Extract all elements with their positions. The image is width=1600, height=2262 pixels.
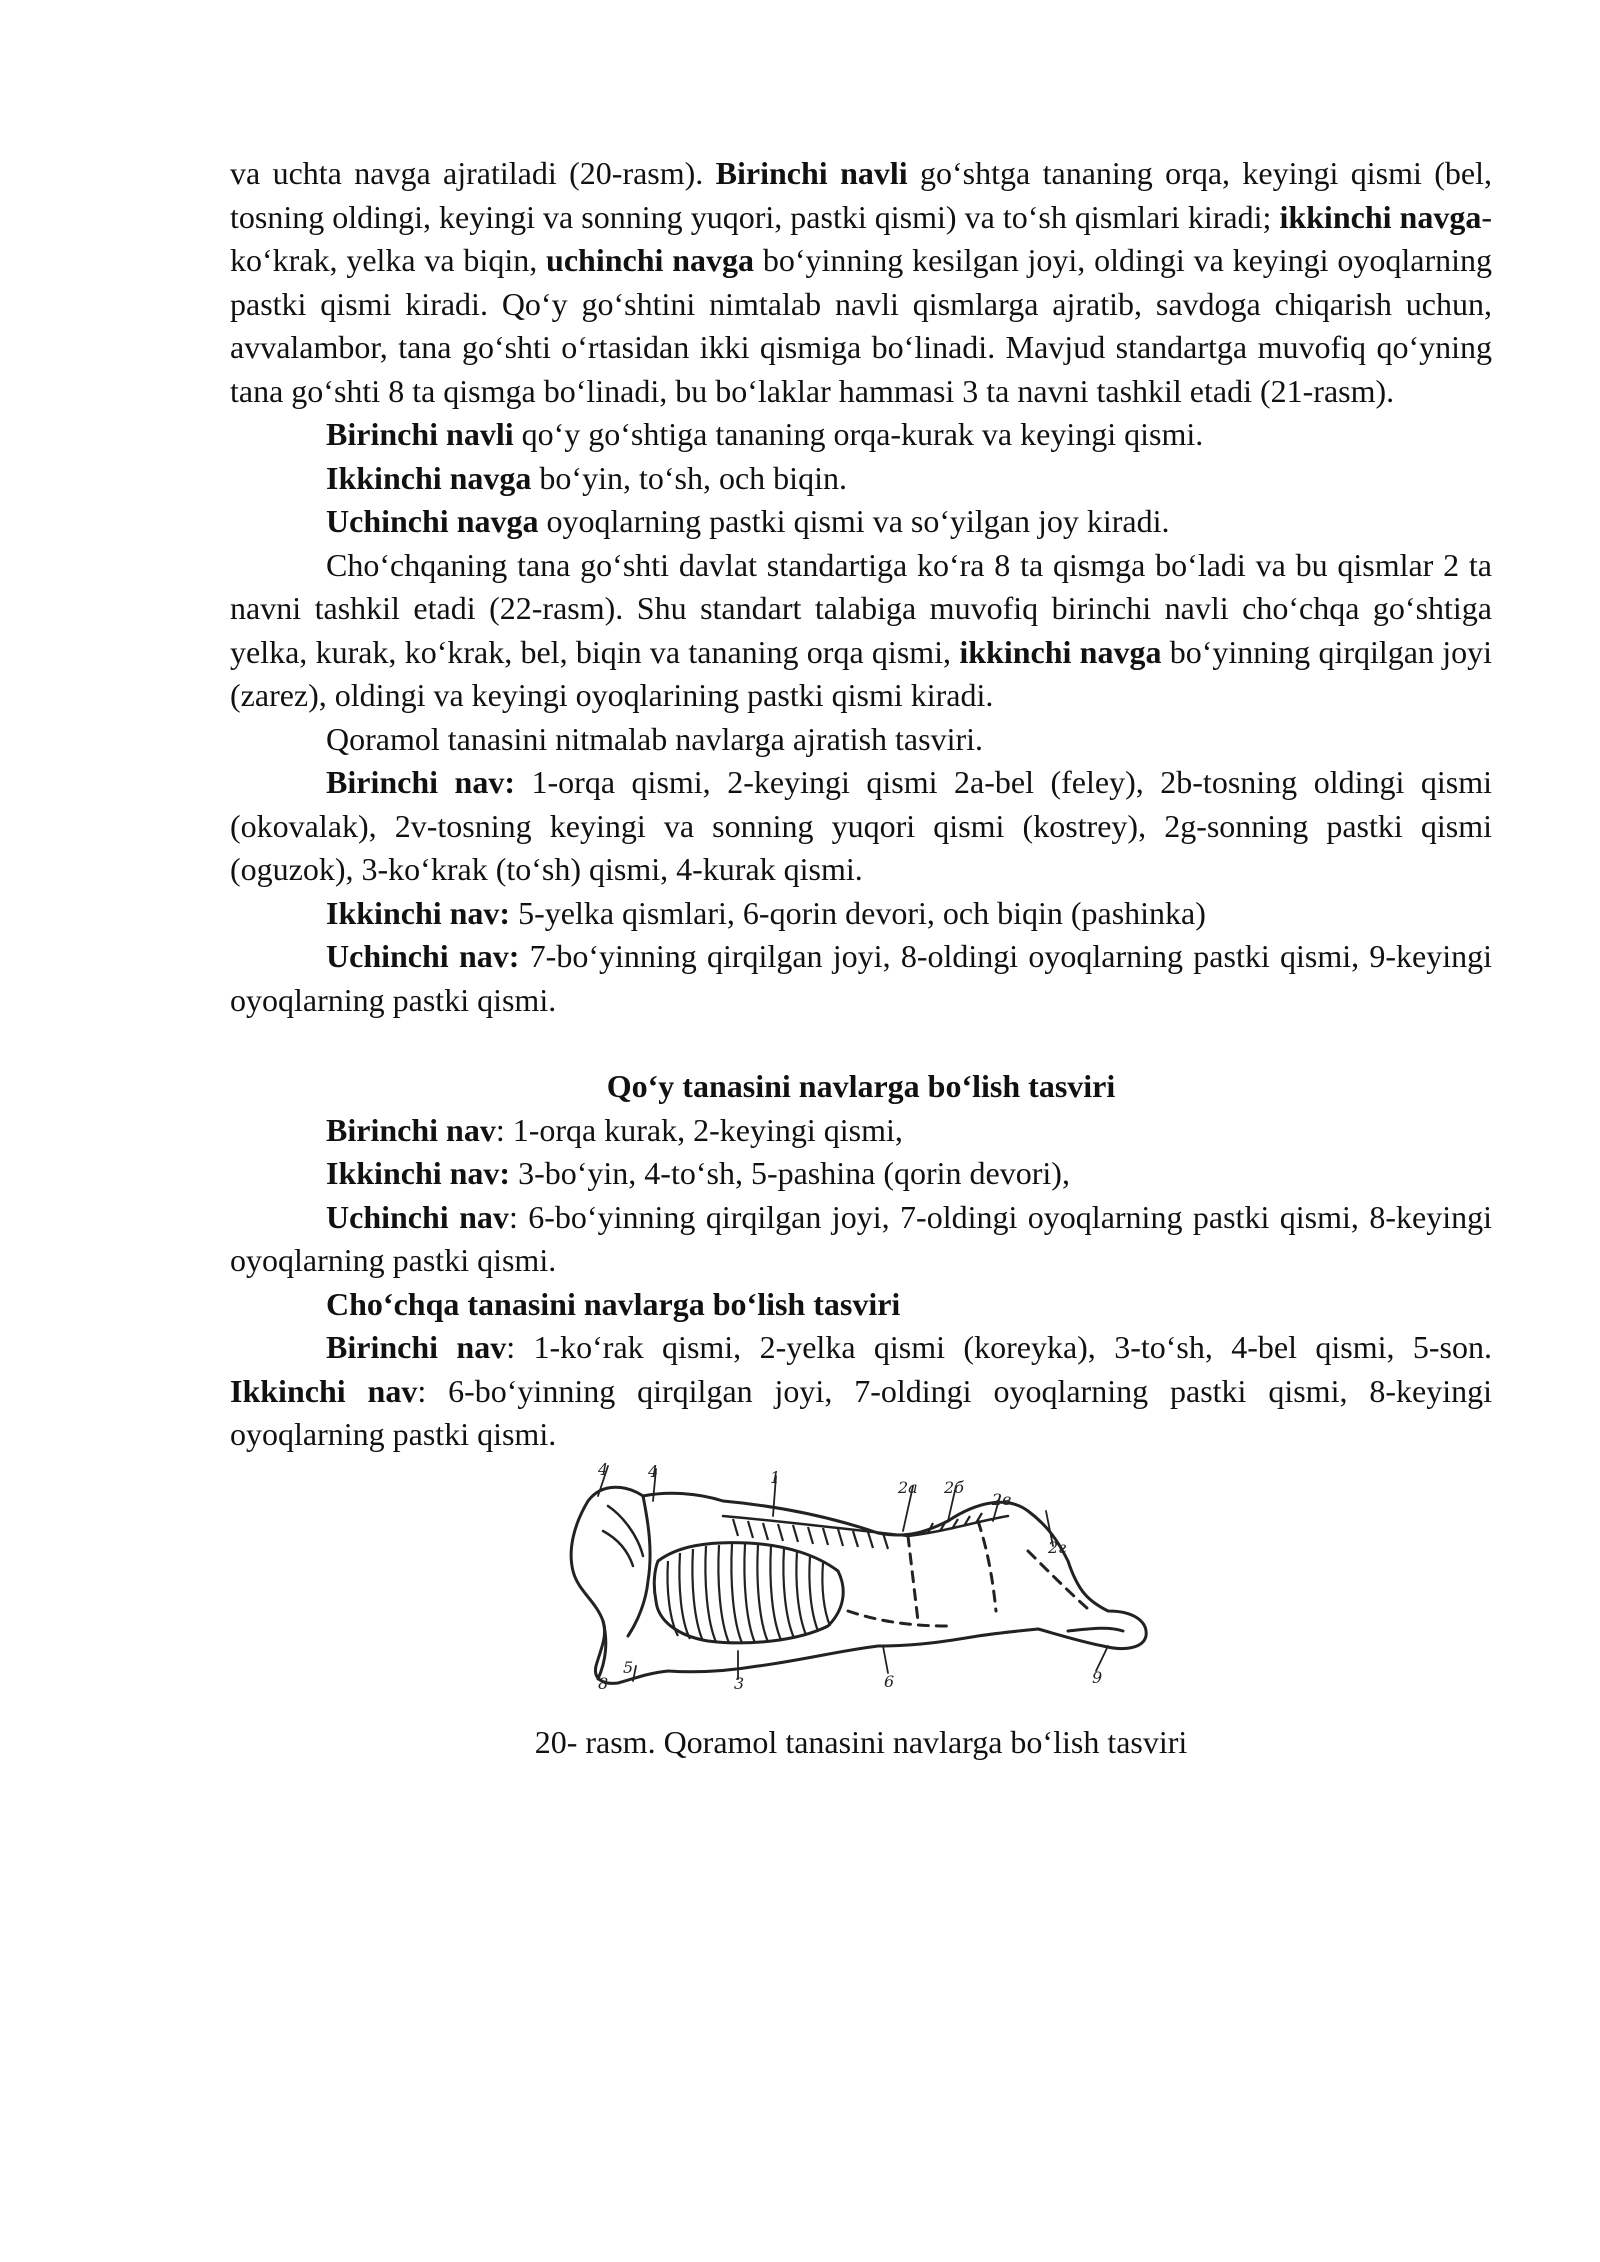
text-run: Cho‘chqaning tana go‘shti davlat standartiga ko‘ra 8 ta qismga bo‘ladi va bu qismlar 2 ta navni tashkil etadi (22-rasm). Shu standart talabiga muvofiq birinchi navli cho‘chqa go‘shtiga yelka, kurak, ko‘krak, bel, biqin va tananing orqa qismi, bbox=[230, 546, 1492, 670]
label-2g: 2г bbox=[1048, 1537, 1067, 1557]
figure-labels bbox=[597, 1461, 1102, 1691]
paragraph bbox=[230, 761, 1492, 892]
bold-text: Birinchi navli bbox=[715, 155, 908, 191]
text-run: : 6-bo‘yinning qirqilgan joyi, 7-oldingi oyoqlarning pastki qismi, 8-keyingi oyoqlarning pastki qismi. bbox=[230, 1198, 1493, 1278]
carcass-figure bbox=[548, 1461, 1168, 1721]
bold-text: Birinchi nav bbox=[326, 1329, 507, 1365]
brisket-line bbox=[654, 1542, 843, 1642]
beef-carcass-diagram bbox=[548, 1461, 1168, 1691]
paragraph bbox=[230, 1283, 1492, 1327]
flank-cut-dash bbox=[848, 1611, 948, 1626]
text-run: bo‘yinning kesilgan joyi, oldingi va keyingi oyoqlarning pastki qismi kiradi. Qo‘y go‘shtini nimtalab navli qismlarga ajratib, savdoga chiqarish uchun, avvalambor, tana go‘shti o‘rtasidan ikki qismiga bo‘linadi. Mavjud standartga muvofiq qo‘yning tana go‘shti 8 ta qismga bo‘linadi, bu bo‘laklar hammasi 3 ta navni tashkil etadi (21-rasm). bbox=[230, 242, 1493, 409]
label-2a: 2a bbox=[898, 1477, 918, 1497]
text-run: Qoramol tanasini nitmalab navlarga ajratish tasviri. bbox=[326, 720, 983, 757]
paragraph bbox=[230, 1196, 1492, 1283]
text-run: : 1-ko‘rak qismi, 2-yelka qismi (koreyka), 3-to‘sh, 4-bel qismi, 5-son. bbox=[506, 1329, 1492, 1365]
round-cut-dash bbox=[1028, 1551, 1088, 1609]
paragraph bbox=[230, 935, 1492, 1022]
carcass-outline bbox=[571, 1487, 1146, 1683]
text-run: va uchta navga ajratiladi (20-rasm). bbox=[230, 155, 716, 191]
figure-caption: 20- rasm. Qoramol tanasini navlarga bo‘lish tasviri bbox=[534, 1723, 1188, 1760]
bold-text: Uchinchi nav: bbox=[326, 938, 520, 974]
hindshank-line bbox=[1068, 1628, 1123, 1631]
bold-text: ikkinchi navga bbox=[959, 633, 1162, 670]
scapula-line bbox=[603, 1506, 643, 1566]
bold-text: Uchinchi navga bbox=[326, 503, 539, 539]
bold-text: Ikkinchi nav: bbox=[326, 894, 511, 931]
text-run: bo‘yin, to‘sh, och biqin. bbox=[531, 459, 847, 496]
bold-text: uchinchi navga bbox=[546, 242, 755, 278]
paragraph-list bbox=[230, 152, 1492, 1457]
text-run: go‘shtga tananing orqa, keyingi qismi (bel, tosning oldingi, keyingi va sonning yuqori, pastki qismi) va to‘sh qismlari kiradi; bbox=[230, 155, 1492, 235]
text-run: oyoqlarning pastki qismi va so‘yilgan joy kiradi. bbox=[538, 503, 1170, 539]
paragraph bbox=[230, 1065, 1492, 1109]
label-1: 1 bbox=[770, 1467, 781, 1487]
paragraph bbox=[230, 718, 1492, 762]
text-run: 1-orqa qismi, 2-keyingi qismi 2a-bel (feley), 2b-tosning oldingi qismi (okovalak), 2v-tosning keyingi va sonning yuqori qismi (kostrey), 2g-sonning pastki qismi (oguzok), 3-ko‘krak (to‘sh) qismi, 4-kurak qismi. bbox=[230, 764, 1493, 887]
bold-text: Cho‘chqa tanasini navlarga bo‘lish tasviri bbox=[326, 1285, 901, 1322]
paragraph bbox=[230, 1326, 1492, 1457]
label-8: 8 bbox=[598, 1673, 609, 1691]
shoulder-cut-line bbox=[628, 1496, 650, 1636]
label-4a: 4 bbox=[598, 1460, 609, 1479]
text-run: 3-bo‘yin, 4-to‘sh, 5-pashina (qorin devori), bbox=[510, 1155, 1070, 1191]
paragraph bbox=[230, 457, 1492, 501]
bold-text: Ikkinchi nav bbox=[230, 1372, 418, 1409]
label-2v: 2в bbox=[992, 1489, 1012, 1509]
bold-text: Birinchi nav bbox=[326, 1111, 496, 1148]
bold-text: Birinchi nav: bbox=[326, 764, 515, 800]
loin-cut-dash bbox=[908, 1536, 918, 1621]
label-4b: 4 bbox=[648, 1461, 659, 1481]
bold-text: ikkinchi navga bbox=[1279, 198, 1482, 235]
text-run: : 6-bo‘yinning qirqilgan joyi, 7-oldingi oyoqlarning pastki qismi, 8-keyingi oyoqlarning pastki qismi. bbox=[230, 1372, 1493, 1452]
label-3: 3 bbox=[734, 1673, 745, 1691]
paragraph bbox=[230, 1109, 1492, 1153]
label-5: 5 bbox=[623, 1657, 634, 1677]
paragraph bbox=[230, 413, 1492, 457]
text-run: -ko‘krak, yelka va biqin, bbox=[230, 198, 1493, 278]
bold-text: Ikkinchi navga bbox=[326, 459, 532, 496]
paragraph bbox=[230, 500, 1492, 544]
text-run: bo‘yinning qirqilgan joyi (zarez), oldingi va keyingi oyoqlarining pastki qismi kiradi. bbox=[230, 633, 1493, 713]
text-run: : 1-orqa kurak, 2-keyingi qismi, bbox=[495, 1111, 903, 1148]
bold-text: Uchinchi nav bbox=[326, 1198, 509, 1235]
paragraph bbox=[230, 1152, 1492, 1196]
paragraph bbox=[230, 152, 1492, 413]
paragraph bbox=[230, 544, 1492, 718]
text-run: 7-bo‘yinning qirqilgan joyi, 8-oldingi oyoqlarning pastki qismi, 9-keyingi oyoqlarning pastki qismi. bbox=[230, 938, 1493, 1018]
bold-text: Birinchi navli bbox=[326, 416, 514, 452]
text-run: 5-yelka qismlari, 6-qorin devori, och biqin (pashinka) bbox=[510, 894, 1206, 931]
paragraph bbox=[230, 892, 1492, 936]
rump-cut-dash bbox=[978, 1521, 996, 1611]
label-9: 9 bbox=[1092, 1667, 1103, 1687]
label-6: 6 bbox=[884, 1671, 895, 1691]
bold-text: Qo‘y tanasini navlarga bo‘lish tasviri bbox=[606, 1068, 1116, 1104]
bold-text: Ikkinchi nav: bbox=[326, 1155, 511, 1191]
document-body bbox=[230, 152, 1492, 1764]
text-run: qo‘y go‘shtiga tananing orqa-kurak va keyingi qismi. bbox=[513, 416, 1204, 452]
label-2b: 2б bbox=[944, 1477, 964, 1497]
